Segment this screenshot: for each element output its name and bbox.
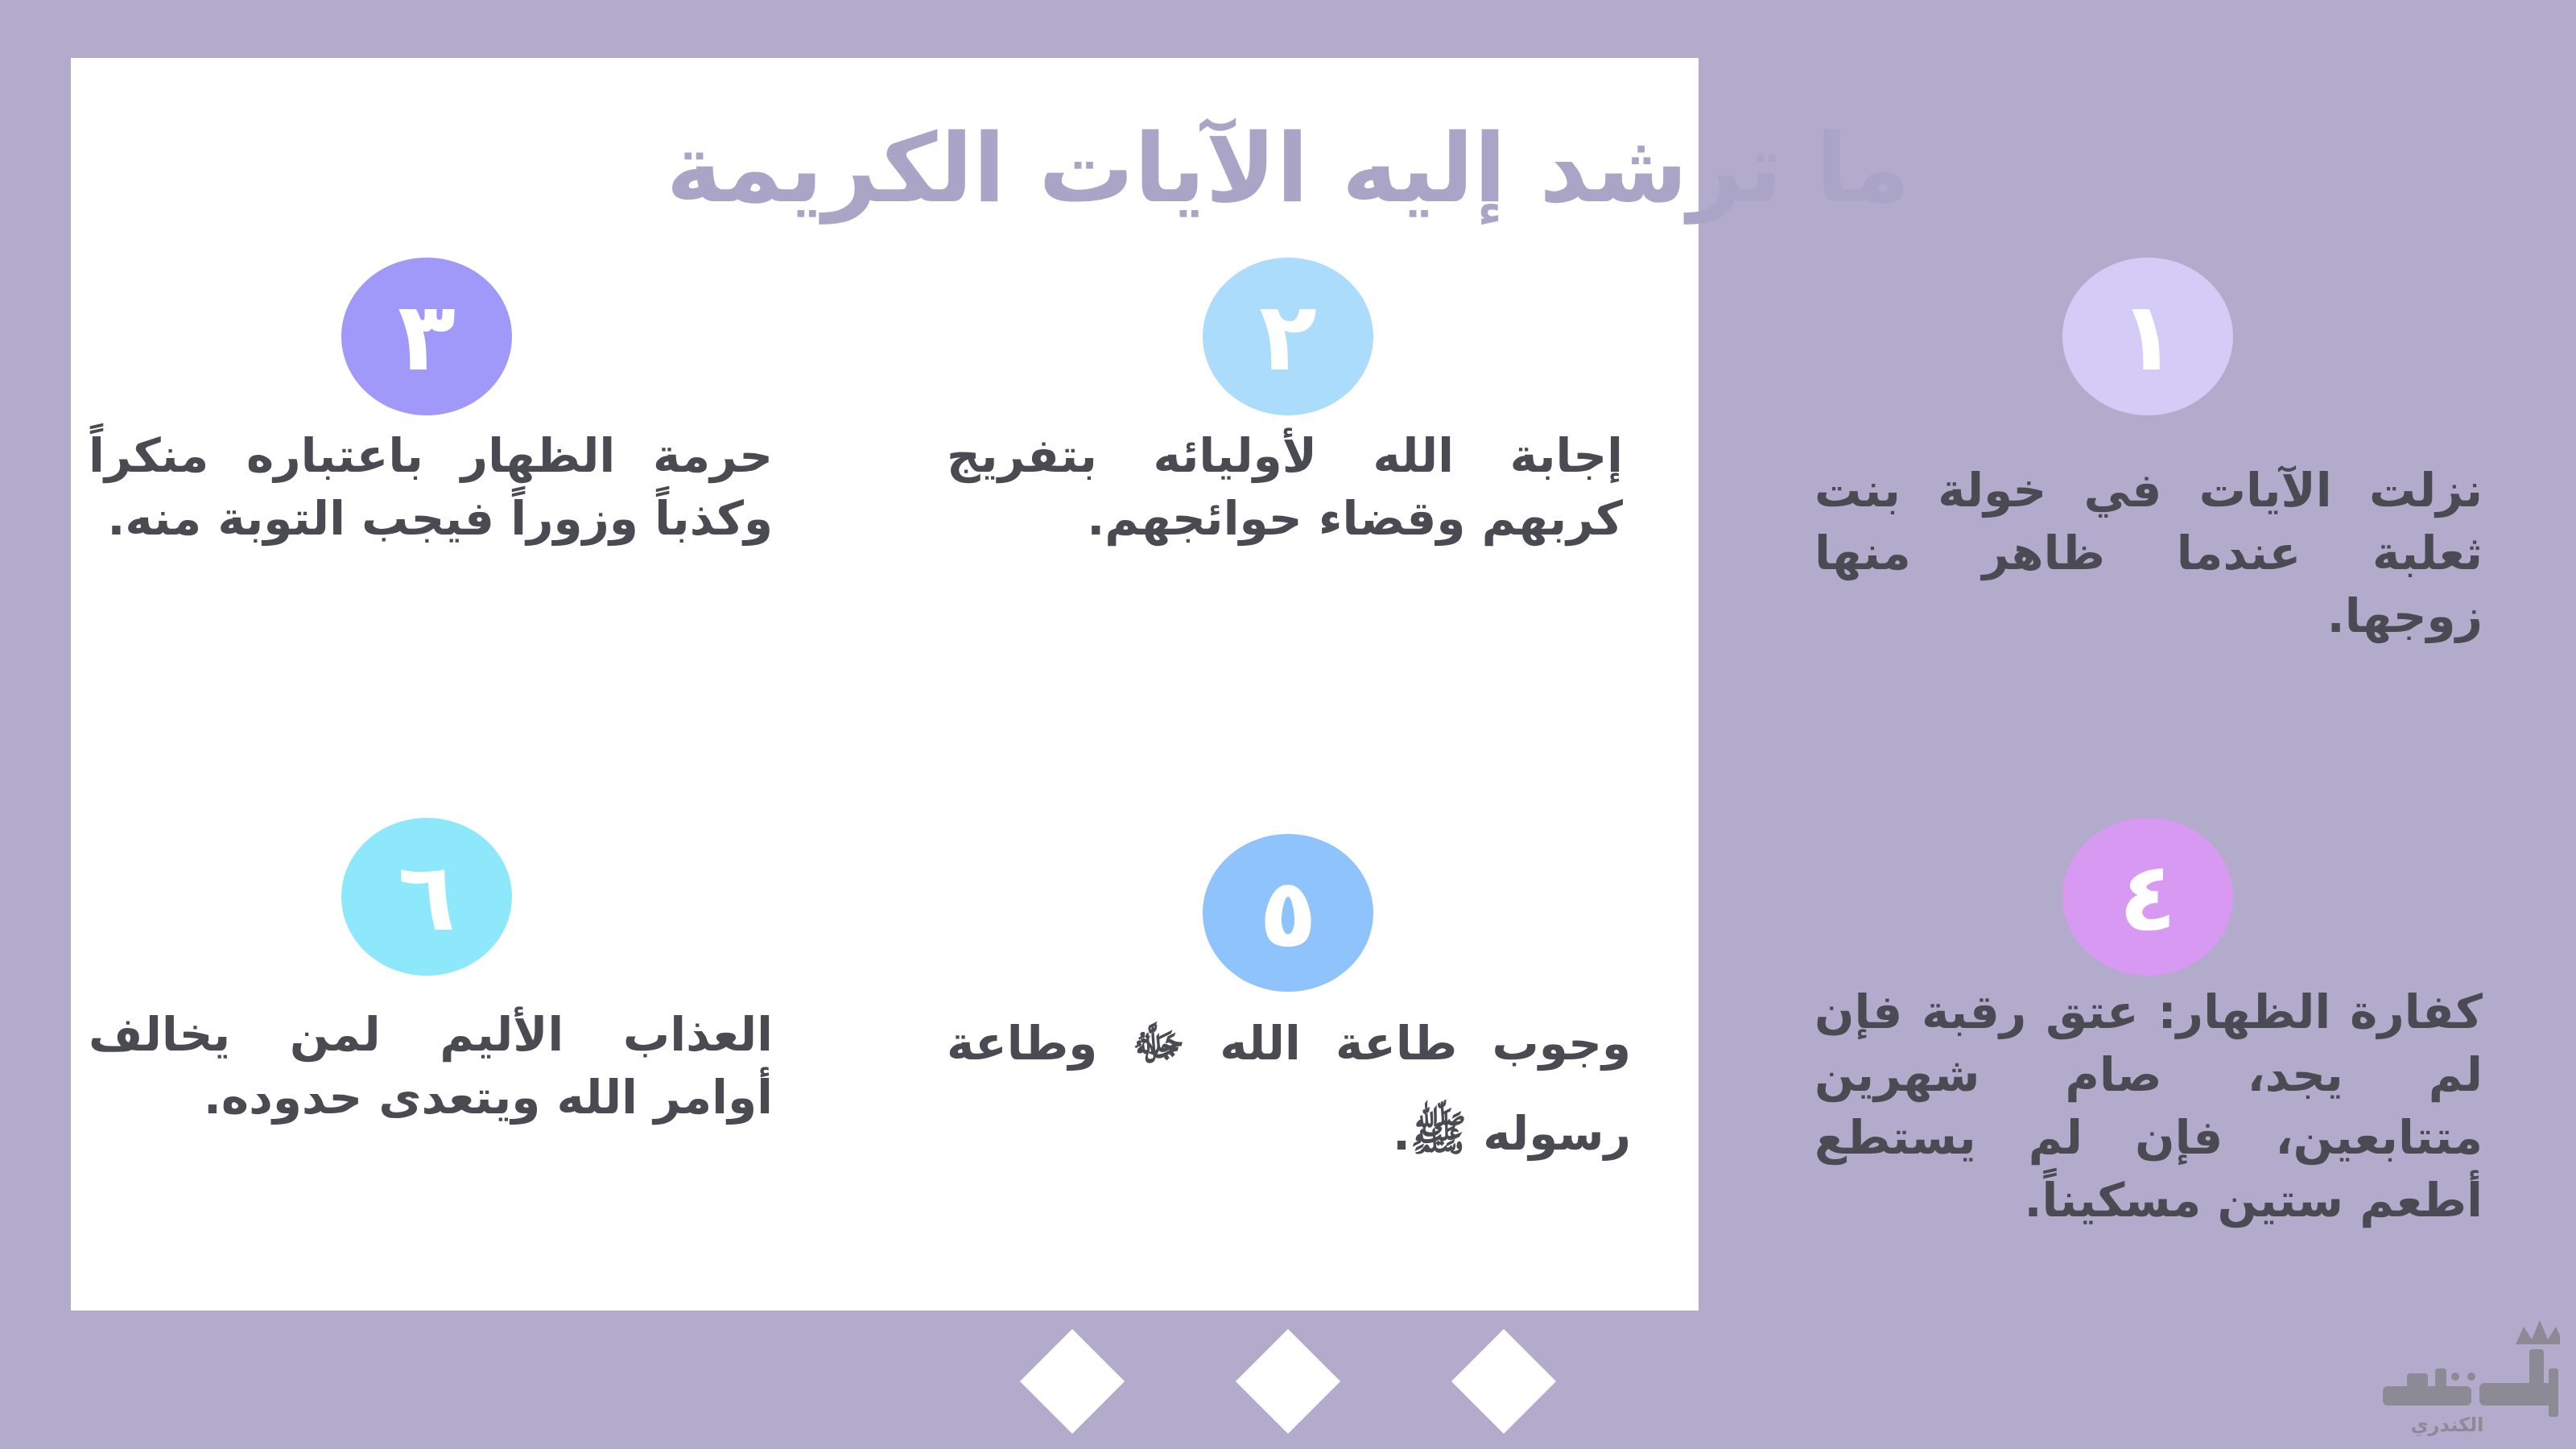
item-text-5: وجوب طاعة الله ﷻ وطاعة رسوله ﷺ. bbox=[947, 1016, 1631, 1161]
item-number-5: ٥ bbox=[1203, 834, 1373, 992]
decorative-diamond bbox=[1451, 1329, 1556, 1434]
decorative-diamond bbox=[1236, 1329, 1340, 1434]
item-text-4: كفارة الظهار: عتق رقبة فإن لم يجد، صام شهرين متتابعين، فإن لم يستطع أطعم ستين مسكيناً. bbox=[1814, 985, 2483, 1228]
item-number-6: ٦ bbox=[341, 818, 512, 976]
item-text-1: نزلت الآيات في خولة بنت ثعلبة عندما ظاهر منها زوجها. bbox=[1814, 463, 2483, 643]
page-title: ما ترشد إليه الآيات الكريمة bbox=[666, 113, 1910, 224]
crown-icon bbox=[2516, 1320, 2560, 1344]
logo-subtitle: الكندري bbox=[2410, 1414, 2484, 1436]
item-text-2: إجابة الله لأوليائه بتفريج كربهم وقضاء حوائجهم. bbox=[947, 428, 1623, 546]
item-number-1: ١ bbox=[2062, 258, 2233, 415]
item-number-3: ٣ bbox=[341, 258, 512, 415]
item-text-6: العذاب الأليم لمن يخالف أوامر الله ويتعدى حدوده. bbox=[89, 1007, 773, 1125]
item-number-4: ٤ bbox=[2062, 818, 2233, 976]
item-text-3: حرمة الظهار باعتباره منكراً وكذباً وزوراً فيجب التوبة منه. bbox=[89, 428, 773, 546]
item-number-2: ٢ bbox=[1203, 258, 1373, 415]
decorative-diamond bbox=[1020, 1329, 1125, 1434]
author-logo bbox=[2359, 1312, 2560, 1445]
